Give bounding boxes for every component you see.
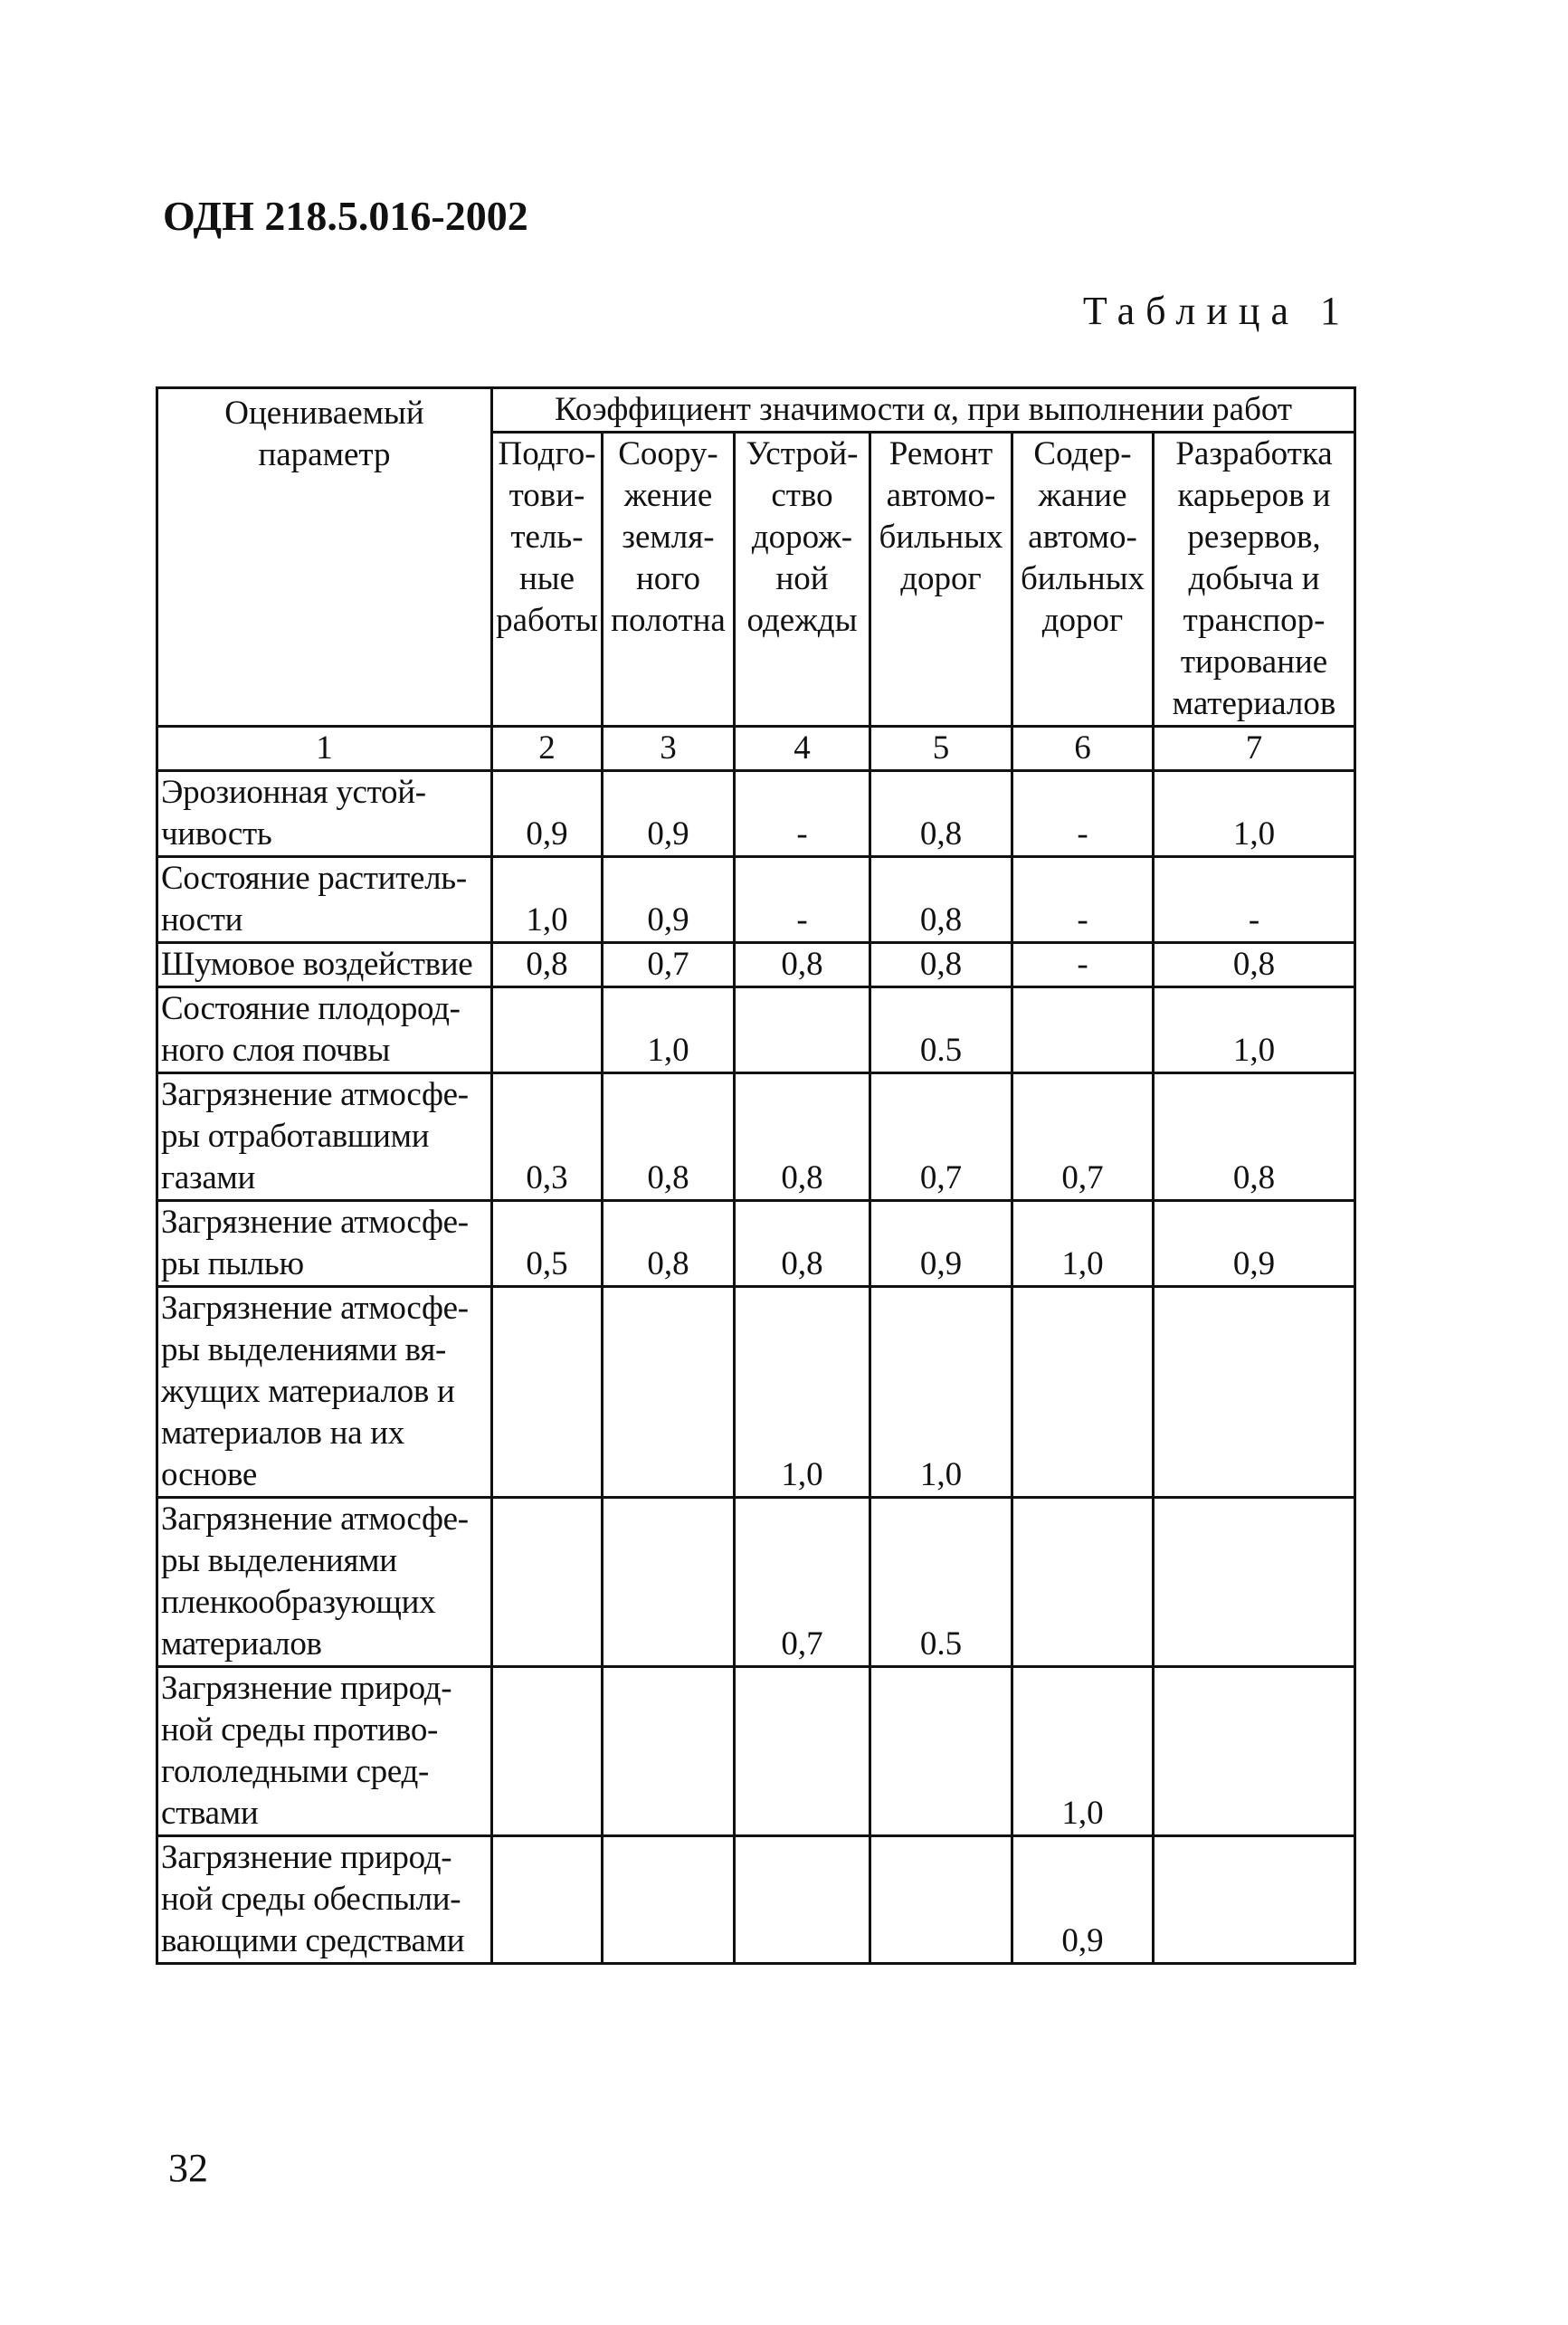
coefficient-value [1012,987,1154,1073]
table-caption: Таблица 1 [1082,289,1351,333]
table-row [157,857,1355,943]
coefficient-value [1154,1287,1355,1498]
param-column-header: Оцениваемый параметр [157,388,492,727]
parameter-name: Загрязнение природ-ной среды противо-гололедными сред-ствами [157,1667,492,1836]
coefficient-value: 0,9 [1012,1836,1154,1964]
table-row [157,943,1355,987]
coefficient-value: 0.5 [870,1498,1012,1667]
coefficient-value: - [1012,857,1154,943]
coefficient-value: - [735,857,870,943]
table-row [157,771,1355,857]
coefficient-value [492,1498,603,1667]
table-row [157,1667,1355,1836]
coefficient-value: 0,7 [735,1498,870,1667]
column-number: 1 [157,727,492,771]
coefficient-value [1154,1836,1355,1964]
parameter-name: Эрозионная устой-чивость [157,771,492,857]
column-number: 3 [603,727,735,771]
column-number-row [157,727,1355,771]
coefficient-value: 0,7 [603,943,735,987]
coefficient-value: 0,8 [735,1073,870,1201]
coefficient-value: - [1012,943,1154,987]
coefficient-value: 0,8 [1154,943,1355,987]
coefficient-value: 0,8 [735,1201,870,1287]
coefficient-value [735,1836,870,1964]
table-row [157,1498,1355,1667]
coefficient-value: 0,8 [1154,1073,1355,1201]
coefficient-value: 0,8 [735,943,870,987]
parameter-name: Состояние раститель-ности [157,857,492,943]
coefficient-value: 1,0 [1012,1201,1154,1287]
column-number: 2 [492,727,603,771]
work-column-header: Содер-жание автомо-бильных дорог [1012,433,1154,727]
coefficient-value: 0,8 [492,943,603,987]
coefficient-value [1012,1287,1154,1498]
parameter-name: Загрязнение атмосфе-ры пылью [157,1201,492,1287]
coefficient-value: 0,8 [870,943,1012,987]
coefficient-value: 0,7 [1012,1073,1154,1201]
coefficient-value [870,1836,1012,1964]
work-column-header: Ремонт автомо-бильных дорог [870,433,1012,727]
coefficient-value: 0,8 [870,857,1012,943]
coefficient-value: 1,0 [1154,987,1355,1073]
coefficient-value: 1,0 [492,857,603,943]
coefficient-value: - [1154,857,1355,943]
coefficient-value [1012,1498,1154,1667]
table-row [157,1073,1355,1201]
coefficient-value [603,1287,735,1498]
coefficient-value: 1,0 [870,1287,1012,1498]
coefficient-value: 0.5 [870,987,1012,1073]
work-column-header: Устрой-ство дорож-ной одежды [735,433,870,727]
column-number: 4 [735,727,870,771]
page-number: 32 [168,2146,208,2190]
coefficient-value: 0,9 [1154,1201,1355,1287]
table-row [157,1287,1355,1498]
coefficient-value: 0,9 [603,857,735,943]
table-row [157,1201,1355,1287]
parameter-name: Загрязнение атмосфе-ры выделениями пленкообразующих материалов [157,1498,492,1667]
coefficient-value [735,987,870,1073]
work-column-header: Разработка карьеров и резервов, добыча и транспор-тирование материалов [1154,433,1355,727]
coefficient-value: - [1012,771,1154,857]
coefficient-value: 0,7 [870,1073,1012,1201]
coefficient-value: 0,5 [492,1201,603,1287]
coefficient-value [735,1667,870,1836]
coefficient-value: 0,8 [603,1201,735,1287]
coefficient-value [492,1836,603,1964]
group-column-header: Коэффициент значимости α, при выполнении работ [492,388,1355,433]
coefficient-value: 0,9 [603,771,735,857]
header-row-group [157,388,1355,433]
table-body [157,771,1355,1964]
coefficient-value [1154,1667,1355,1836]
work-column-header: Подго-тови-тель-ные работы [492,433,603,727]
coefficient-value: 0,9 [492,771,603,857]
parameter-name: Состояние плодород-ного слоя почвы [157,987,492,1073]
coefficient-value [1154,1498,1355,1667]
coefficient-value: 0,8 [870,771,1012,857]
coefficient-value: - [735,771,870,857]
coefficient-value [492,1287,603,1498]
coefficient-value: 0,3 [492,1073,603,1201]
coefficient-value: 0,9 [870,1201,1012,1287]
coefficient-value [492,987,603,1073]
table-row [157,987,1355,1073]
coefficient-value [870,1667,1012,1836]
coefficient-value [603,1836,735,1964]
parameter-name: Загрязнение атмосфе-ры выделениями вя-жущих материалов и материалов на их основе [157,1287,492,1498]
parameter-name: Загрязнение атмосфе-ры отработавшими газами [157,1073,492,1201]
coefficient-value [492,1667,603,1836]
coefficient-value: 1,0 [1154,771,1355,857]
coefficient-value: 0,8 [603,1073,735,1201]
parameter-name: Шумовое воздействие [157,943,492,987]
column-number: 5 [870,727,1012,771]
coefficient-value: 1,0 [735,1287,870,1498]
work-column-header: Соору-жение земля-ного полотна [603,433,735,727]
coefficient-value: 1,0 [603,987,735,1073]
column-number: 6 [1012,727,1154,771]
parameter-name: Загрязнение природ-ной среды обеспыли-вающими средствами [157,1836,492,1964]
column-number: 7 [1154,727,1355,771]
coefficient-value: 1,0 [1012,1667,1154,1836]
document-code: ОДН 218.5.016-2002 [163,193,528,239]
coefficient-value [603,1498,735,1667]
table-row [157,1836,1355,1964]
coefficient-value [603,1667,735,1836]
coefficients-table [156,386,1356,1965]
